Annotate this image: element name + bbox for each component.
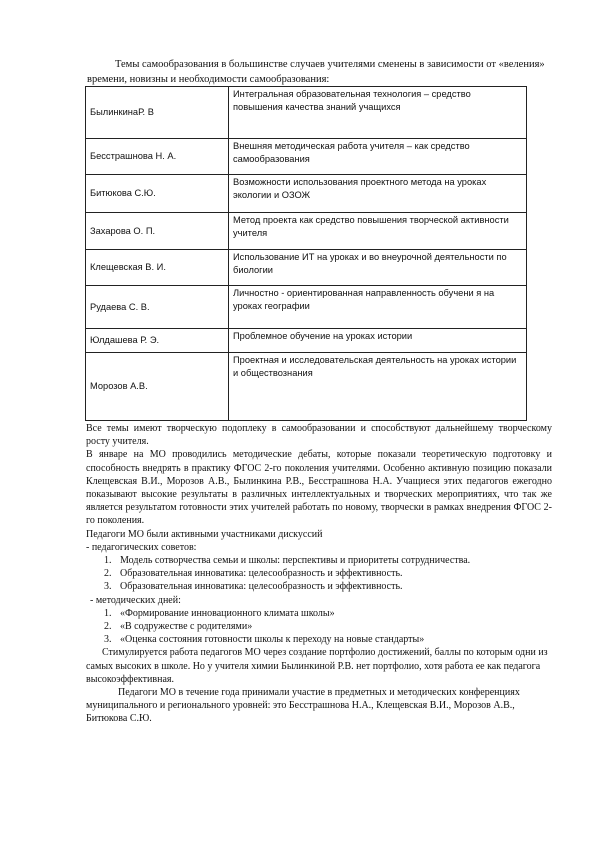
list-item [86, 567, 552, 580]
table-row [86, 329, 527, 353]
teacher-name-cell: Битюкова С.Ю. [86, 175, 229, 213]
topic-cell: Интегральная образовательная технология – средство повышения качества знаний учащихся [229, 87, 527, 139]
list-number: 2. [104, 568, 112, 580]
list-item-text: Образовательная инноватика: целесообразность и эффективность. [120, 568, 403, 580]
body-text [86, 422, 552, 726]
teacher-name-cell: Бесстрашнова Н. А. [86, 139, 229, 175]
teacher-name-cell: БылинкинаР. В [86, 87, 229, 139]
paragraph-discussions: Педагоги МО были активными участниками дискуссий [86, 528, 323, 540]
topic-cell: Внешняя методическая работа учителя – как средство самообразования [229, 139, 527, 175]
list-item-text: «В содружестве с родителями» [120, 621, 253, 633]
teacher-name-cell: Морозов А.В. [86, 353, 229, 421]
councils-label: - педагогических советов: [86, 541, 197, 553]
table-row [86, 213, 527, 250]
intro-paragraph: Темы самообразования в большинстве случаев учителями сменены в зависимости от «веления» времени, новизны и необходимости самообразования: [87, 59, 545, 85]
teacher-name-cell: Юлдашева Р. Э. [86, 329, 229, 353]
list-item-text: «Формирование инновационного климата школы» [120, 607, 335, 619]
topic-cell: Личностно - ориентированная направленность обучени я на уроках географии [229, 286, 527, 329]
list-item [86, 607, 552, 620]
list-item-text: Образовательная инноватика: целесообразность и эффективность. [120, 581, 403, 593]
list-number: 1. [104, 607, 112, 619]
methodical-days-list [86, 607, 552, 647]
paragraph-themes-summary: Все темы имеют творческую подоплеку в самообразовании и способствуют дальнейшему творческому росту учителя. [86, 423, 552, 448]
table-row [86, 286, 527, 329]
list-item [86, 633, 552, 646]
list-item [86, 554, 552, 567]
pedagogical-councils-list [86, 554, 552, 594]
table-row [86, 250, 527, 286]
table-row [86, 139, 527, 175]
topic-cell: Возможности использования проектного метода на уроках экологии и ОЗОЖ [229, 175, 527, 213]
topic-cell: Использование ИТ на уроках и во внеурочной деятельности по биологии [229, 250, 527, 286]
teacher-name-cell: Рудаева С. В. [86, 286, 229, 329]
table-row [86, 175, 527, 213]
list-number: 3. [104, 634, 112, 646]
list-number: 2. [104, 621, 112, 633]
topic-cell: Метод проекта как средство повышения творческой активности учителя [229, 213, 527, 250]
paragraph-conferences: Педагоги МО в течение года принимали участие в предметных и методических конференциях муниципального и регионального уровней: это Бесстрашнова Н.А., Клещевская В.И., Морозов А.В., Битюкова С.Ю. [86, 687, 520, 725]
paragraph-portfolio: Стимулируется работа педагогов МО через создание портфолио достижений, баллы по которым одни из самых высоких в школе. Но у учителя химии Былинкиной Р.В. нет портфолио, хотя работа ее как педагога высокоэффективная. [86, 647, 548, 685]
list-number: 1. [104, 555, 112, 567]
paragraph-debates: В январе на МО проводились методические дебаты, которые показали теоретическую подготовку и способность внедрять в практику ФГОС 2-го поколения учителями. Особенно активную позицию показали Клещевская В.И., Морозов А.В., Былинкина Р.В., Бесстрашнова Н.А. Учащиеся этих педагогов ежегодно показывают высокие результаты в различных интеллектуальных и творческих мероприятиях, что так же является результатом готовности этих учителей работать по новому, творчески в рамках внедрения ФГОС 2-го поколения. [86, 449, 552, 527]
table-row [86, 87, 527, 139]
list-item [86, 620, 552, 633]
days-label: - методических дней: [90, 594, 181, 606]
list-item-text: Модель сотворчества семьи и школы: перспективы и приоритеты сотрудничества. [120, 555, 471, 567]
topic-cell: Проблемное обучение на уроках истории [229, 329, 527, 353]
table-row [86, 353, 527, 421]
list-item-text: «Оценка состояния готовности школы к переходу на новые стандарты» [120, 634, 425, 646]
list-number: 3. [104, 581, 112, 593]
topic-cell: Проектная и исследовательская деятельность на уроках истории и обществознания [229, 353, 527, 421]
teacher-name-cell: Клещевская В. И. [86, 250, 229, 286]
list-item [86, 580, 552, 593]
teacher-name-cell: Захарова О. П. [86, 213, 229, 250]
self-education-themes-table [85, 86, 527, 421]
